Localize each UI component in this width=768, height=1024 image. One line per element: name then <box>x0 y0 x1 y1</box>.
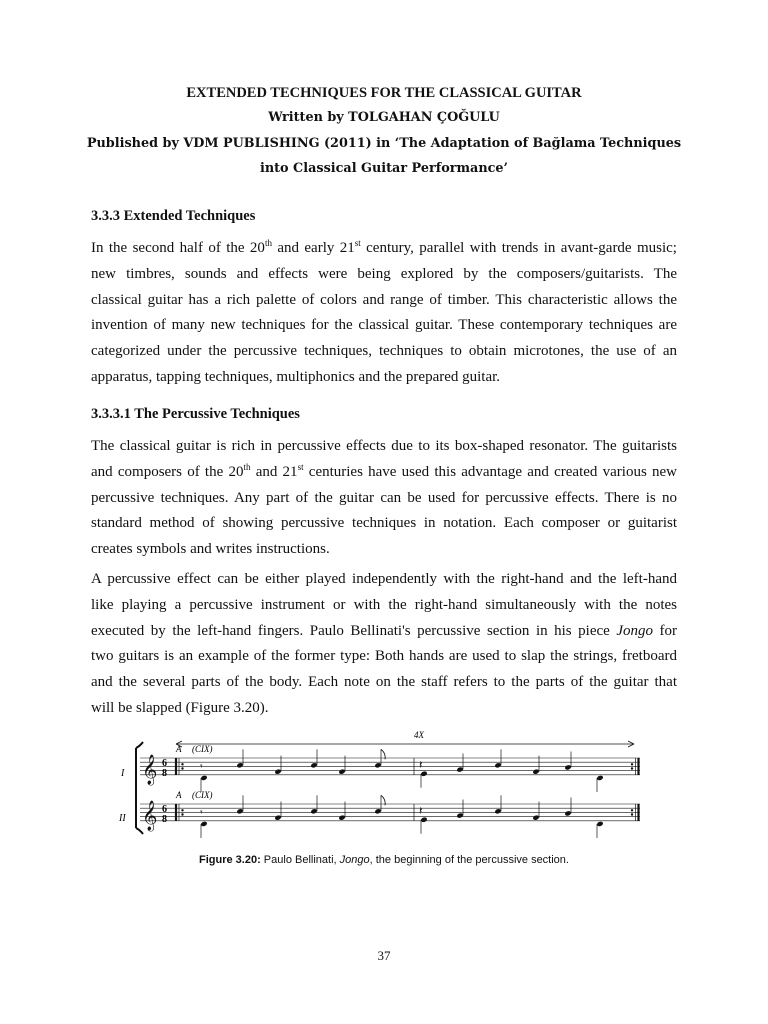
paragraph-percussive-2 <box>91 567 677 722</box>
notehead <box>494 762 501 768</box>
publisher-line-1: Published by VDM PUBLISHING (2011) in ‘The Adaptation of Bağlama Techniques <box>86 136 682 151</box>
eighth-rest-icon: 𝄾 <box>200 761 203 773</box>
text-line: creates symbols and writes instructions. <box>91 541 330 558</box>
text-line: new timbres, sounds and effects were being explored by the composers/guitarists. The <box>91 265 677 282</box>
notehead <box>310 808 317 814</box>
notehead <box>456 766 463 772</box>
notehead <box>420 817 427 823</box>
section-heading-extended-techniques: 3.3.3 Extended Techniques <box>91 208 256 224</box>
time-signature-top: 6 <box>162 804 167 815</box>
paragraph-percussive-1 <box>91 434 677 563</box>
notehead <box>494 808 501 814</box>
page-number: 37 <box>377 948 391 963</box>
notehead <box>564 764 571 770</box>
figure-caption: Figure 3.20: Paulo Bellinati, Jongo, the beginning of the percussive section. <box>199 854 569 866</box>
repeat-dot <box>631 767 633 769</box>
notehead <box>200 775 207 781</box>
notehead <box>532 815 539 821</box>
notehead <box>374 762 381 768</box>
text-line: executed by the left-hand fingers. Paulo Bellinati's percussive section in his piece Jongo for <box>91 622 677 639</box>
time-signature-bottom: 8 <box>162 813 167 825</box>
notehead <box>338 769 345 775</box>
text-line: apparatus, tapping techniques, multiphonics and the prepared guitar. <box>91 368 501 385</box>
author-line: Written by TOLGAHAN ÇOĞULU <box>268 110 500 125</box>
text-line: classical guitar has a rich palette of colors and range of timber. This characteristic allows the <box>91 291 677 308</box>
time-signature-bottom: 8 <box>162 767 167 779</box>
section-heading-percussive-techniques: 3.3.3.1 The Percussive Techniques <box>91 406 300 422</box>
paragraph-extended-techniques <box>91 236 677 391</box>
text-line: like playing a percussive instrument or with the right-hand simultaneously with the notes <box>91 596 677 613</box>
staff-label-2: II <box>119 813 126 824</box>
notehead <box>420 771 427 777</box>
text-line: A percussive effect can be either played independently with the right-hand and the left-hand <box>91 571 677 587</box>
repeat-dot <box>181 809 183 811</box>
text-line: two guitars is an example of the former type: Both hands are used to slap the strings, fretboard <box>91 648 677 665</box>
text-line: and composers of the 20th and 21st centuries have used this advantage and created various new <box>91 461 677 480</box>
notehead <box>456 812 463 818</box>
notehead <box>596 775 603 781</box>
staff-label-1: I <box>121 768 125 779</box>
section-label: A <box>176 790 182 800</box>
repeat-dot <box>631 813 633 815</box>
position-label: (CIX) <box>192 790 213 800</box>
repeat-count-label: 4X <box>414 730 424 740</box>
treble-clef-icon: 𝄞 <box>142 754 158 784</box>
treble-clef-icon: 𝄞 <box>142 800 158 830</box>
repeat-dot <box>181 763 183 765</box>
notehead <box>374 808 381 814</box>
repeat-dot <box>631 809 633 811</box>
notehead <box>200 821 207 827</box>
notehead <box>274 769 281 775</box>
eighth-rest-icon: 𝄾 <box>200 807 203 819</box>
text-line: and the several parts of the body. Each note on the staff refers to the parts of the guitar that <box>91 674 677 691</box>
repeat-dot <box>181 813 183 815</box>
piece-title-jongo: Jongo <box>616 622 653 639</box>
repeat-dot <box>631 763 633 765</box>
quarter-rest-icon: 𝄽 <box>419 759 423 772</box>
notehead <box>338 815 345 821</box>
document-title: EXTENDED TECHNIQUES FOR THE CLASSICAL GUITAR <box>186 85 582 101</box>
text-line: will be slapped (Figure 3.20). <box>91 699 269 716</box>
text-line: percussive techniques. Any part of the guitar can be used for percussive effects. There is no <box>91 489 677 506</box>
notehead <box>596 821 603 827</box>
notehead <box>310 762 317 768</box>
text-line: In the second half of the 20th and early 21st century, parallel with trends in avant-garde music; <box>91 238 677 256</box>
repeat-dot <box>181 767 183 769</box>
notehead <box>236 762 243 768</box>
notehead <box>236 808 243 814</box>
figure-jongo-score <box>100 728 660 846</box>
notehead <box>532 769 539 775</box>
text-line: standard method of showing percussive techniques in notation. Each composer or guitarist <box>91 515 677 532</box>
publisher-line-2: into Classical Guitar Performance’ <box>259 161 509 176</box>
text-line: categorized under the percussive techniques, techniques to obtain microtones, the use of an <box>91 343 677 360</box>
section-label: A <box>176 744 182 754</box>
quarter-rest-icon: 𝄽 <box>419 805 423 818</box>
position-label: (CIX) <box>192 744 213 754</box>
notehead <box>564 810 571 816</box>
time-signature-top: 6 <box>162 758 167 769</box>
text-line: invention of many new techniques for the classical guitar. These contemporary techniques are <box>91 317 677 334</box>
notehead <box>274 815 281 821</box>
text-line: The classical guitar is rich in percussive effects due to its box-shaped resonator. The guitarists <box>91 438 677 454</box>
